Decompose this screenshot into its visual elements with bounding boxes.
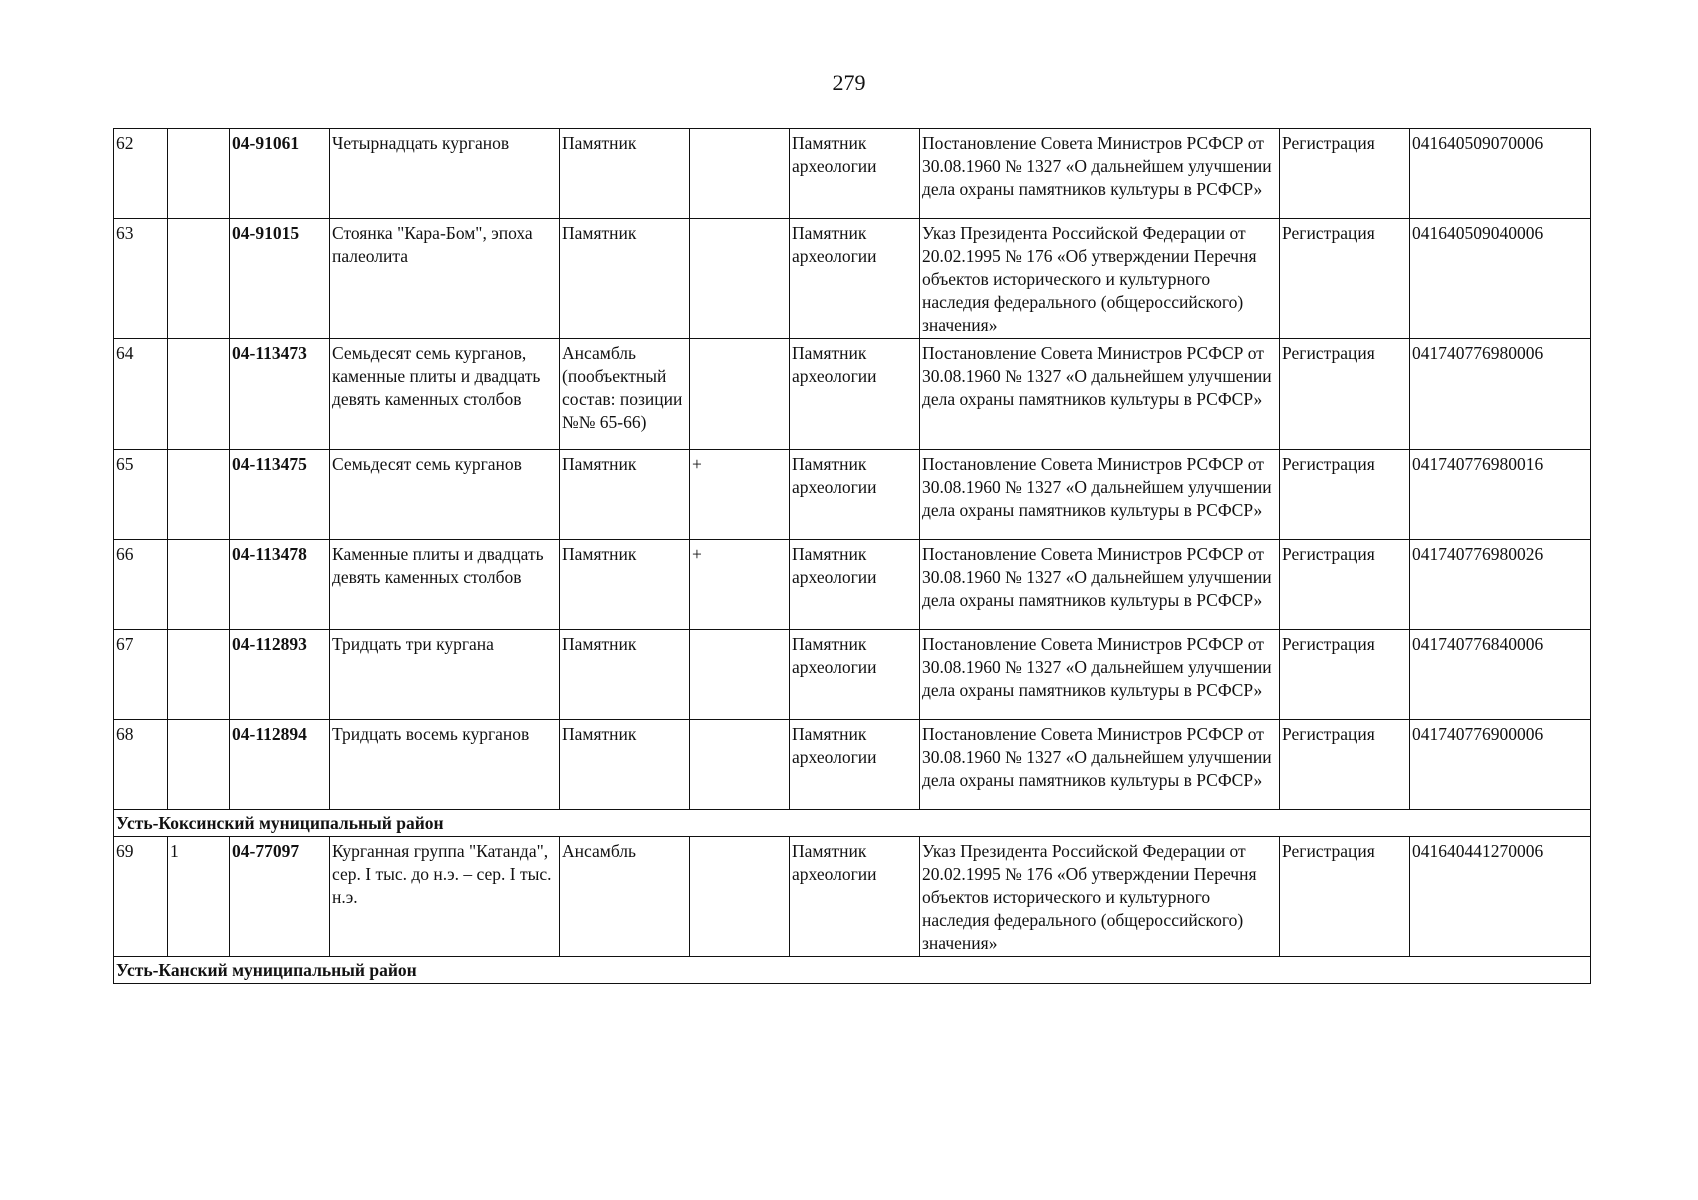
section-title: Усть-Коксинский муниципальный район bbox=[114, 810, 1591, 837]
row-number: 67 bbox=[114, 630, 168, 720]
object-category: Памятник археологии bbox=[790, 720, 920, 810]
object-kind: Памятник bbox=[560, 219, 690, 339]
object-kind: Памятник bbox=[560, 129, 690, 219]
object-category: Памятник археологии bbox=[790, 540, 920, 630]
sub-number bbox=[168, 450, 230, 540]
inclusion-mark bbox=[690, 837, 790, 957]
object-name: Семьдесят семь курганов bbox=[330, 450, 560, 540]
object-name: Семьдесят семь курганов, каменные плиты и двадцать девять каменных столбов bbox=[330, 339, 560, 450]
sub-number bbox=[168, 720, 230, 810]
object-category: Памятник археологии bbox=[790, 630, 920, 720]
object-category: Памятник археологии bbox=[790, 837, 920, 957]
registration-status: Регистрация bbox=[1280, 129, 1410, 219]
object-name: Каменные плиты и двадцать девять каменных столбов bbox=[330, 540, 560, 630]
object-code: 04-91015 bbox=[230, 219, 330, 339]
legal-document: Постановление Совета Министров РСФСР от 30.08.1960 № 1327 «О дальнейшем улучшении дела охраны памятников культуры в РСФСР» bbox=[920, 129, 1280, 219]
sub-number: 1 bbox=[168, 837, 230, 957]
object-category: Памятник археологии bbox=[790, 219, 920, 339]
registry-id: 041740776980016 bbox=[1410, 450, 1591, 540]
registration-status: Регистрация bbox=[1280, 630, 1410, 720]
row-number: 68 bbox=[114, 720, 168, 810]
object-code: 04-112894 bbox=[230, 720, 330, 810]
object-code: 04-91061 bbox=[230, 129, 330, 219]
section-header-row bbox=[114, 957, 1591, 984]
object-code: 04-113475 bbox=[230, 450, 330, 540]
object-name: Тридцать три кургана bbox=[330, 630, 560, 720]
object-code: 04-113478 bbox=[230, 540, 330, 630]
legal-document: Постановление Совета Министров РСФСР от 30.08.1960 № 1327 «О дальнейшем улучшении дела охраны памятников культуры в РСФСР» bbox=[920, 339, 1280, 450]
registry-body bbox=[114, 129, 1591, 984]
table-row bbox=[114, 837, 1591, 957]
object-kind: Памятник bbox=[560, 450, 690, 540]
sub-number bbox=[168, 219, 230, 339]
heritage-registry-table bbox=[113, 128, 1591, 984]
registration-status: Регистрация bbox=[1280, 339, 1410, 450]
registration-status: Регистрация bbox=[1280, 219, 1410, 339]
section-header-row bbox=[114, 810, 1591, 837]
table-row bbox=[114, 630, 1591, 720]
registry-id: 041740776840006 bbox=[1410, 630, 1591, 720]
table-row bbox=[114, 450, 1591, 540]
object-category: Памятник археологии bbox=[790, 129, 920, 219]
row-number: 69 bbox=[114, 837, 168, 957]
section-title: Усть-Канский муниципальный район bbox=[114, 957, 1591, 984]
row-number: 62 bbox=[114, 129, 168, 219]
table-row bbox=[114, 339, 1591, 450]
object-kind: Ансамбль bbox=[560, 837, 690, 957]
registration-status: Регистрация bbox=[1280, 837, 1410, 957]
object-kind: Памятник bbox=[560, 540, 690, 630]
inclusion-mark bbox=[690, 339, 790, 450]
registry-id: 041740776980006 bbox=[1410, 339, 1591, 450]
inclusion-mark: + bbox=[690, 450, 790, 540]
object-kind: Памятник bbox=[560, 630, 690, 720]
page-number: 279 bbox=[832, 70, 866, 95]
object-code: 04-112893 bbox=[230, 630, 330, 720]
registry-id: 041740776980026 bbox=[1410, 540, 1591, 630]
object-name: Стоянка "Кара-Бом", эпоха палеолита bbox=[330, 219, 560, 339]
object-kind: Ансамбль (пообъектный состав: позиции №№ 65-66) bbox=[560, 339, 690, 450]
sub-number bbox=[168, 540, 230, 630]
legal-document: Постановление Совета Министров РСФСР от 30.08.1960 № 1327 «О дальнейшем улучшении дела охраны памятников культуры в РСФСР» bbox=[920, 720, 1280, 810]
registry-id: 041640509070006 bbox=[1410, 129, 1591, 219]
row-number: 64 bbox=[114, 339, 168, 450]
row-number: 63 bbox=[114, 219, 168, 339]
object-name: Четырнадцать курганов bbox=[330, 129, 560, 219]
legal-document: Постановление Совета Министров РСФСР от 30.08.1960 № 1327 «О дальнейшем улучшении дела охраны памятников культуры в РСФСР» bbox=[920, 630, 1280, 720]
legal-document: Постановление Совета Министров РСФСР от 30.08.1960 № 1327 «О дальнейшем улучшении дела охраны памятников культуры в РСФСР» bbox=[920, 540, 1280, 630]
registry-id: 041640509040006 bbox=[1410, 219, 1591, 339]
legal-document: Указ Президента Российской Федерации от 20.02.1995 № 176 «Об утверждении Перечня объектов исторического и культурного наследия федерального (общероссийского) значения» bbox=[920, 219, 1280, 339]
object-code: 04-77097 bbox=[230, 837, 330, 957]
registration-status: Регистрация bbox=[1280, 540, 1410, 630]
inclusion-mark bbox=[690, 219, 790, 339]
inclusion-mark bbox=[690, 129, 790, 219]
inclusion-mark bbox=[690, 720, 790, 810]
inclusion-mark: + bbox=[690, 540, 790, 630]
table-row bbox=[114, 219, 1591, 339]
row-number: 66 bbox=[114, 540, 168, 630]
inclusion-mark bbox=[690, 630, 790, 720]
table-row bbox=[114, 540, 1591, 630]
table-row bbox=[114, 720, 1591, 810]
registry-id: 041640441270006 bbox=[1410, 837, 1591, 957]
object-name: Курганная группа "Катанда", сер. I тыс. до н.э. – сер. I тыс. н.э. bbox=[330, 837, 560, 957]
object-code: 04-113473 bbox=[230, 339, 330, 450]
registry-id: 041740776900006 bbox=[1410, 720, 1591, 810]
sub-number bbox=[168, 339, 230, 450]
legal-document: Постановление Совета Министров РСФСР от 30.08.1960 № 1327 «О дальнейшем улучшении дела охраны памятников культуры в РСФСР» bbox=[920, 450, 1280, 540]
legal-document: Указ Президента Российской Федерации от 20.02.1995 № 176 «Об утверждении Перечня объектов исторического и культурного наследия федерального (общероссийского) значения» bbox=[920, 837, 1280, 957]
object-category: Памятник археологии bbox=[790, 339, 920, 450]
registration-status: Регистрация bbox=[1280, 720, 1410, 810]
table-row bbox=[114, 129, 1591, 219]
sub-number bbox=[168, 630, 230, 720]
object-category: Памятник археологии bbox=[790, 450, 920, 540]
row-number: 65 bbox=[114, 450, 168, 540]
sub-number bbox=[168, 129, 230, 219]
object-name: Тридцать восемь курганов bbox=[330, 720, 560, 810]
object-kind: Памятник bbox=[560, 720, 690, 810]
registration-status: Регистрация bbox=[1280, 450, 1410, 540]
